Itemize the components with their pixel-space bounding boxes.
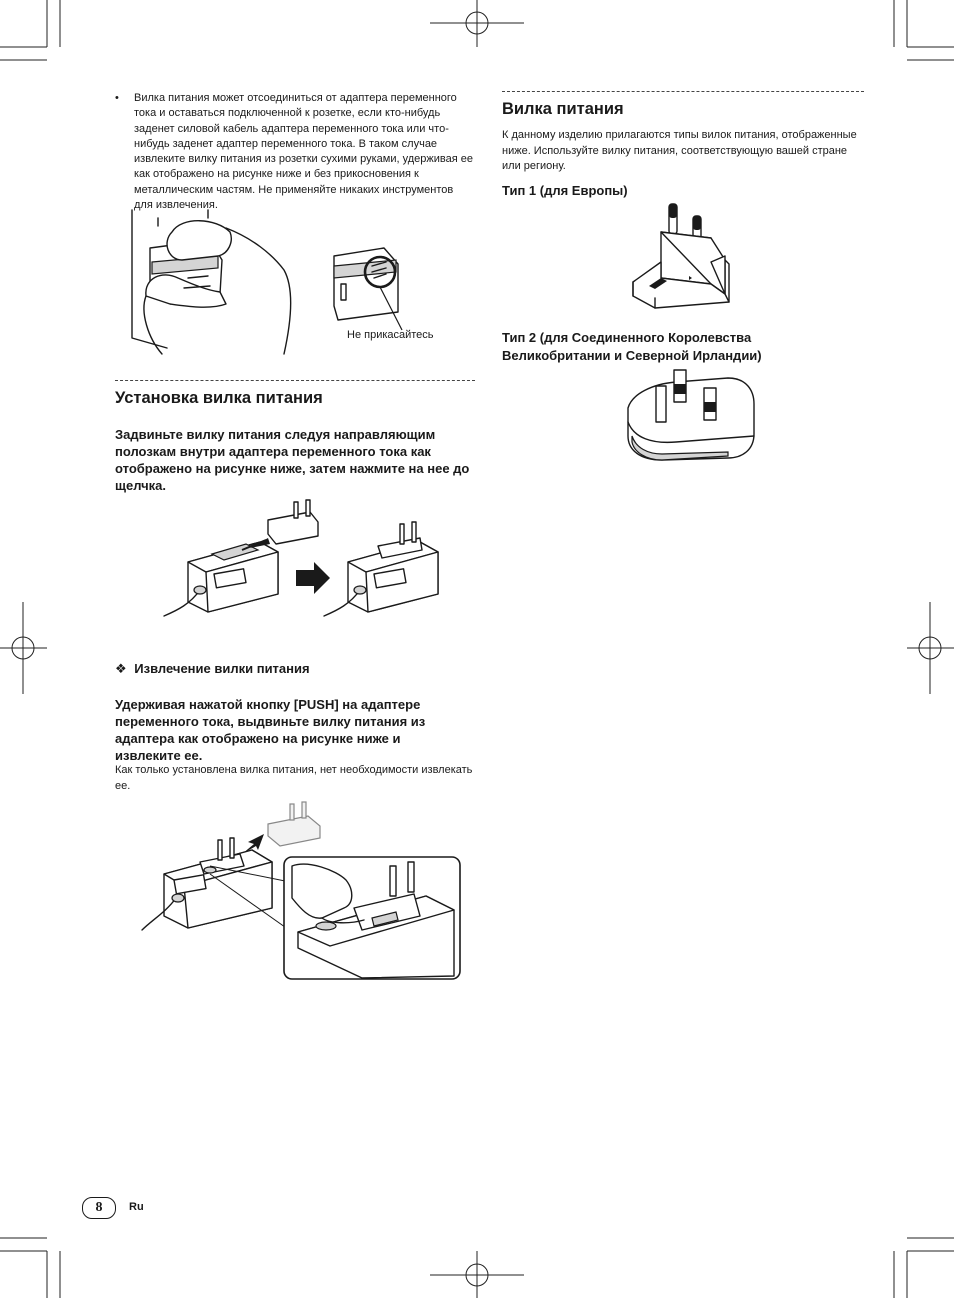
type2-label: Тип 2 (для Соединенного Королевства Великобритании и Северной Ирландии) — [502, 330, 762, 363]
warning-text: Вилка питания может отсоединиться от адаптера переменного тока и оставаться подключенной к розетке, если кто-нибудь заденет силовой кабель адаптера переменного тока или что-нибудь заденет адаптер переменного тока. В таком случае извлеките вилку питания из розетки сухими руками, удерживая ее как отображено на рисунке ниже и без прикосновения к металлическим частям. Не применяйте никаких инструментов для извлечения. — [134, 92, 473, 212]
plug-heading: Вилка питания — [502, 100, 624, 118]
type1-europe-plug-figure — [625, 198, 745, 316]
plug-install-figure — [160, 494, 450, 624]
removal-heading: Извлечение вилки питания — [134, 661, 310, 676]
type2-uk-plug-figure — [618, 364, 763, 466]
section-divider — [115, 380, 475, 381]
plug-intro: К данному изделию прилагаются типы вилок питания, отображенные ниже. Используйте вилку питания, соответствующую вашей стране или региону. — [502, 129, 857, 172]
plug-removal-push-figure — [140, 800, 465, 985]
language-code: Ru — [129, 1201, 144, 1213]
removal-instruction: Удерживая нажатой кнопку [PUSH] на адаптере переменного тока, выдвиньте вилку питания из адаптера как отображено на рисунке ниже и извлеките ее. — [115, 697, 426, 763]
bullet-dot-icon: • — [115, 92, 119, 104]
removal-heading-row — [115, 661, 310, 677]
install-instruction: Задвиньте вилку питания следуя направляющим полозкам внутри адаптера переменного тока как отображено на рисунке ниже, затем нажмите на нее до щелчка. — [115, 427, 470, 493]
install-heading: Установка вилка питания — [115, 389, 323, 407]
warning-bullet — [115, 91, 475, 213]
removal-note: Как только установлена вилка питания, нет необходимости извлекать ее. — [115, 764, 473, 792]
figure-caption: Не прикасайтесь — [347, 329, 434, 341]
page-number: 8 — [82, 1197, 116, 1219]
type1-label: Тип 1 (для Европы) — [502, 183, 628, 198]
diamond-bullet-icon: ❖ — [115, 661, 127, 676]
right-section-divider — [502, 91, 864, 92]
